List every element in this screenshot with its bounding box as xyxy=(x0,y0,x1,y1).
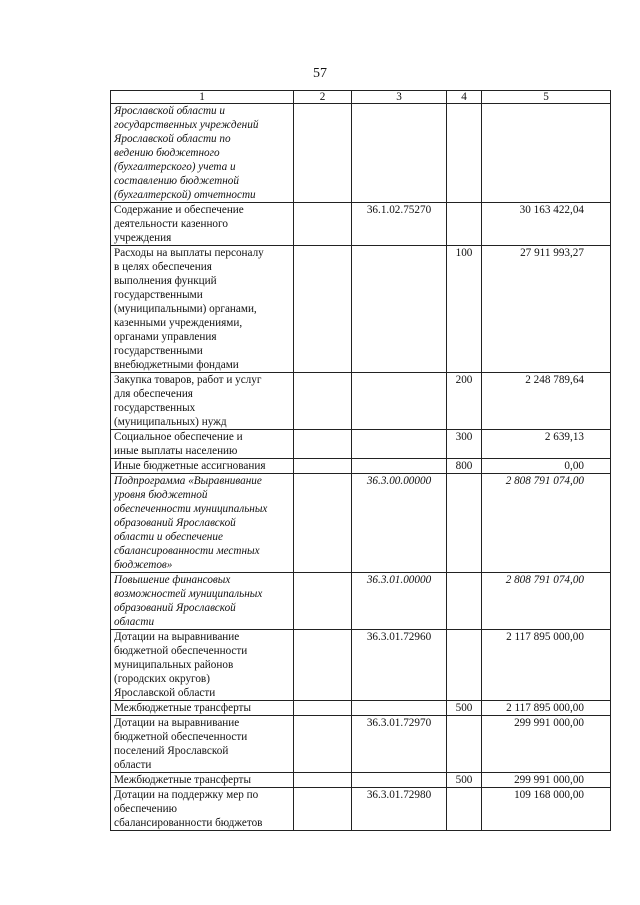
row-name-cell-text: Повышение финансовых возможностей муниципальных образований Ярославской области xyxy=(114,574,263,628)
row-code-cell xyxy=(352,246,447,373)
row-type-cell xyxy=(447,701,482,716)
row-name-cell-text: Межбюджетные трансферты xyxy=(114,774,251,786)
row-amount-cell-text: 299 991 000,00 xyxy=(514,774,584,786)
row-code-cell-text: 36.3.01.00000 xyxy=(366,574,432,586)
row-code-cell-text: 36.1.02.75270 xyxy=(366,204,432,216)
table-row xyxy=(111,788,611,831)
table-row xyxy=(111,373,611,430)
row-type-cell xyxy=(447,246,482,373)
row-name-cell xyxy=(111,246,294,373)
table-row xyxy=(111,430,611,459)
row-name-cell xyxy=(111,716,294,773)
row-type-cell xyxy=(447,373,482,430)
row-name-cell-text: Социальное обеспечение и иные выплаты населению xyxy=(114,431,243,457)
row-name-cell-text: Подпрограмма «Выравнивание уровня бюджетной обеспеченности муниципальных образований Ярославской области и обеспечение сбалансированности местных бюджетов» xyxy=(114,475,268,571)
row-code-cell xyxy=(352,474,447,573)
table-row xyxy=(111,203,611,246)
row-col2-cell xyxy=(294,246,352,373)
row-code-cell xyxy=(352,459,447,474)
row-col2-cell xyxy=(294,573,352,630)
row-amount-cell xyxy=(482,203,611,246)
row-amount-cell-text: 299 991 000,00 xyxy=(514,717,584,729)
row-type-cell-text: 200 xyxy=(455,374,473,386)
row-name-cell xyxy=(111,104,294,203)
row-name-cell-text: Дотации на выравнивание бюджетной обеспеченности поселений Ярославской области xyxy=(114,717,248,771)
row-name-cell xyxy=(111,373,294,430)
table-row xyxy=(111,573,611,630)
row-code-cell xyxy=(352,430,447,459)
row-code-cell xyxy=(352,203,447,246)
row-name-cell-text: Содержание и обеспечение деятельности казенного учреждения xyxy=(114,204,244,244)
row-type-cell-text: 500 xyxy=(455,774,473,786)
row-amount-cell xyxy=(482,773,611,788)
row-name-cell xyxy=(111,788,294,831)
row-type-cell xyxy=(447,716,482,773)
row-amount-cell-text: 2 639,13 xyxy=(544,431,584,443)
row-col2-cell xyxy=(294,104,352,203)
row-amount-cell xyxy=(482,573,611,630)
row-name-cell-text: Иные бюджетные ассигнования xyxy=(114,460,266,472)
row-code-cell xyxy=(352,573,447,630)
row-code-cell xyxy=(352,773,447,788)
row-col2-cell xyxy=(294,773,352,788)
row-amount-cell xyxy=(482,373,611,430)
row-name-cell xyxy=(111,459,294,474)
row-amount-cell-text: 2 248 789,64 xyxy=(525,374,584,386)
table-row xyxy=(111,773,611,788)
row-code-cell-text: 36.3.01.72970 xyxy=(366,717,432,729)
header-col-3: 3 xyxy=(352,91,447,104)
row-col2-cell xyxy=(294,701,352,716)
row-type-cell-text: 800 xyxy=(455,460,473,472)
row-name-cell-text: Ярославской области и государственных учреждений Ярославской области по ведению бюджетного (бухгалтерского) учета и составлению бюджетной (бухгалтерской) отчетности xyxy=(114,105,259,201)
row-type-cell-text: 500 xyxy=(455,702,473,714)
page-number: 57 xyxy=(313,66,327,81)
row-amount-cell xyxy=(482,246,611,373)
row-name-cell xyxy=(111,430,294,459)
row-amount-cell xyxy=(482,630,611,701)
row-type-cell-text: 100 xyxy=(455,247,473,259)
row-amount-cell xyxy=(482,716,611,773)
budget-table xyxy=(110,90,611,831)
row-amount-cell-text: 30 163 422,04 xyxy=(519,204,584,216)
row-type-cell-text: 300 xyxy=(455,431,473,443)
row-amount-cell-text: 2 808 791 074,00 xyxy=(505,475,584,487)
row-code-cell xyxy=(352,788,447,831)
header-col-4: 4 xyxy=(447,91,482,104)
row-amount-cell xyxy=(482,104,611,203)
row-type-cell xyxy=(447,573,482,630)
row-code-cell-text: 36.3.00.00000 xyxy=(366,475,432,487)
row-name-cell xyxy=(111,630,294,701)
row-col2-cell xyxy=(294,630,352,701)
header-col-1: 1 xyxy=(111,91,294,104)
table-row xyxy=(111,630,611,701)
header-col-2: 2 xyxy=(294,91,352,104)
row-amount-cell xyxy=(482,788,611,831)
row-name-cell xyxy=(111,573,294,630)
table-row xyxy=(111,104,611,203)
row-type-cell xyxy=(447,788,482,831)
row-code-cell xyxy=(352,630,447,701)
row-name-cell xyxy=(111,773,294,788)
row-name-cell-text: Межбюджетные трансферты xyxy=(114,702,251,714)
row-amount-cell xyxy=(482,430,611,459)
row-name-cell xyxy=(111,474,294,573)
row-code-cell-text: 36.3.01.72960 xyxy=(366,631,432,643)
row-col2-cell xyxy=(294,474,352,573)
row-col2-cell xyxy=(294,430,352,459)
row-col2-cell xyxy=(294,373,352,430)
row-amount-cell-text: 27 911 993,27 xyxy=(520,247,584,259)
row-col2-cell xyxy=(294,203,352,246)
row-name-cell-text: Дотации на поддержку мер по обеспечению сбалансированности бюджетов xyxy=(114,789,263,829)
row-type-cell xyxy=(447,203,482,246)
row-name-cell xyxy=(111,701,294,716)
row-amount-cell xyxy=(482,474,611,573)
row-col2-cell xyxy=(294,788,352,831)
row-code-cell-text: 36.3.01.72980 xyxy=(366,789,432,801)
row-type-cell xyxy=(447,474,482,573)
row-type-cell xyxy=(447,430,482,459)
row-amount-cell-text: 0,00 xyxy=(564,460,584,472)
row-col2-cell xyxy=(294,459,352,474)
row-code-cell xyxy=(352,716,447,773)
row-amount-cell xyxy=(482,701,611,716)
table-header-row xyxy=(111,91,611,104)
table-row xyxy=(111,716,611,773)
row-amount-cell-text: 2 808 791 074,00 xyxy=(505,574,584,586)
row-code-cell xyxy=(352,104,447,203)
row-name-cell-text: Расходы на выплаты персоналу в целях обеспечения выполнения функций государственными (муниципальными) органами, казенными учреждениями, органами управления государственными внебюджетными фондами xyxy=(114,247,264,371)
table-row xyxy=(111,246,611,373)
row-amount-cell-text: 109 168 000,00 xyxy=(514,789,584,801)
row-amount-cell-text: 2 117 895 000,00 xyxy=(506,702,584,714)
table-row xyxy=(111,459,611,474)
table-body xyxy=(111,91,611,831)
row-name-cell-text: Дотации на выравнивание бюджетной обеспеченности муниципальных районов (городских округов) Ярославской области xyxy=(114,631,248,699)
row-col2-cell xyxy=(294,716,352,773)
row-amount-cell xyxy=(482,459,611,474)
header-col-5: 5 xyxy=(482,91,611,104)
row-type-cell xyxy=(447,630,482,701)
row-type-cell xyxy=(447,459,482,474)
row-code-cell xyxy=(352,373,447,430)
row-name-cell-text: Закупка товаров, работ и услуг для обеспечения государственных (муниципальных) нужд xyxy=(114,374,262,428)
table-row xyxy=(111,474,611,573)
row-name-cell xyxy=(111,203,294,246)
table-row xyxy=(111,701,611,716)
row-type-cell xyxy=(447,773,482,788)
row-code-cell xyxy=(352,701,447,716)
row-type-cell xyxy=(447,104,482,203)
row-amount-cell-text: 2 117 895 000,00 xyxy=(506,631,584,643)
